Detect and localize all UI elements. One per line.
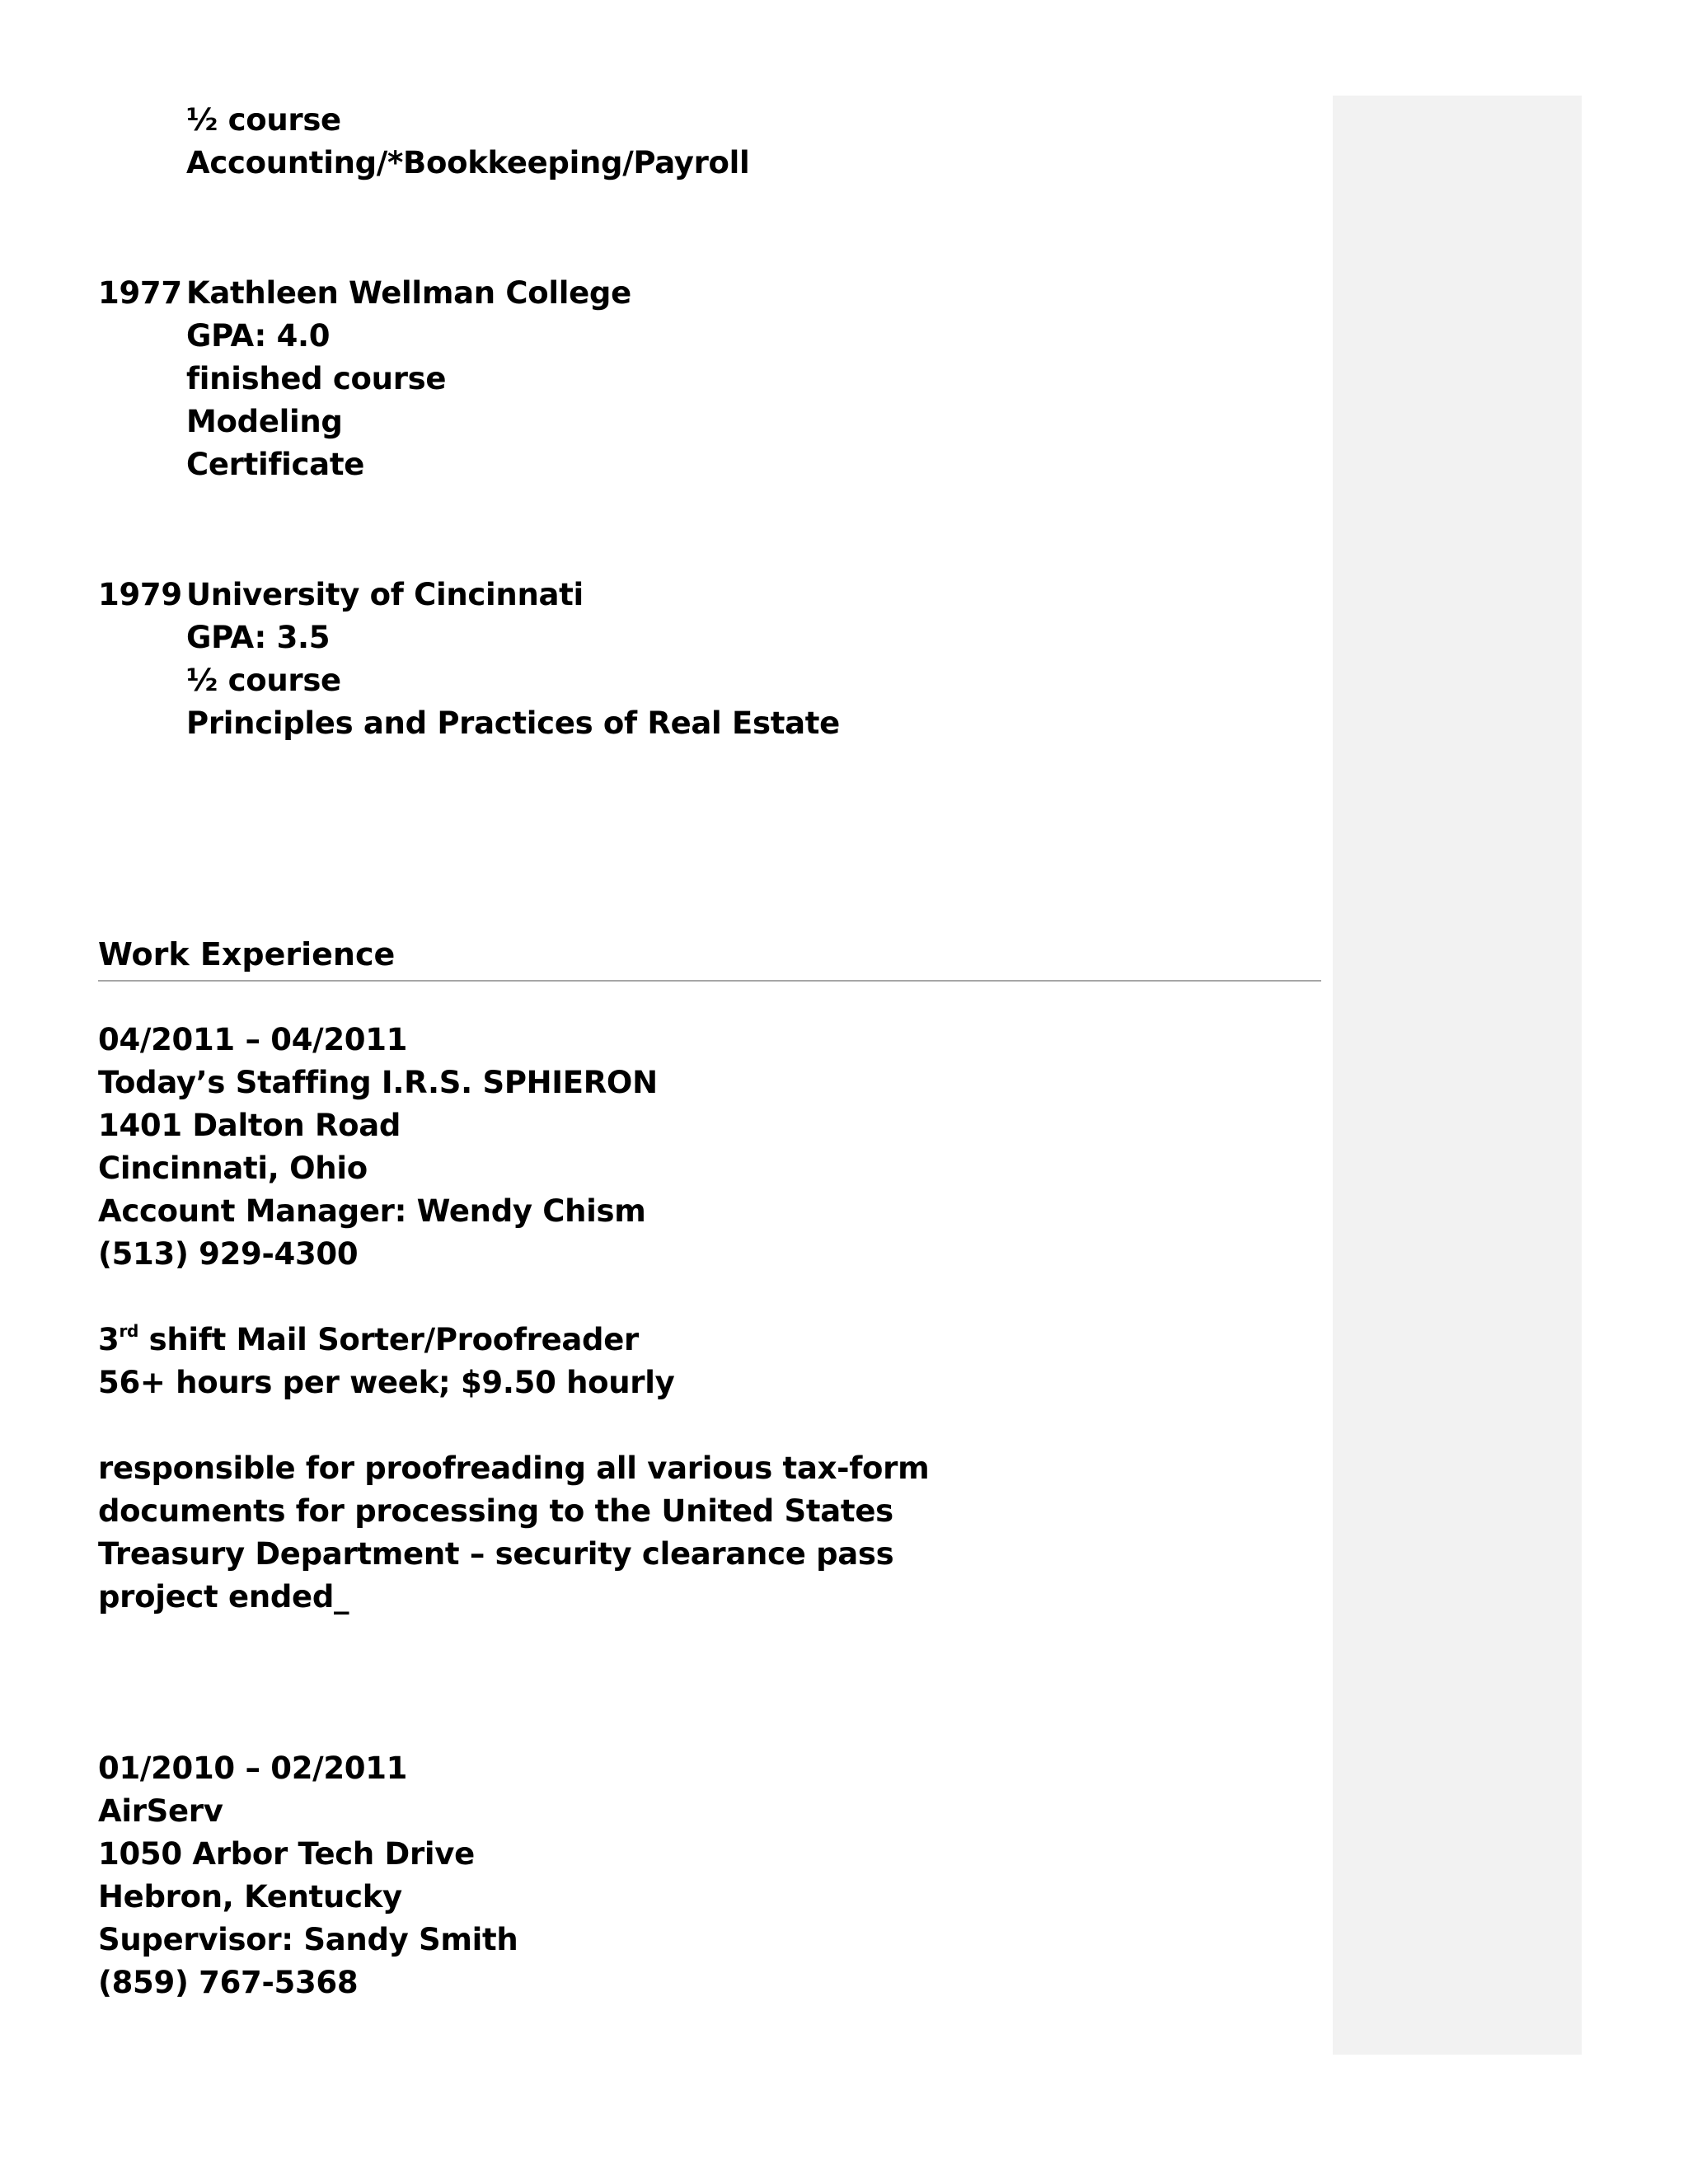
job-address: 1401 Dalton Road [98, 1108, 401, 1143]
prior-course-subject: Accounting/*Bookkeeping/Payroll [186, 145, 750, 180]
education-subject-1977: Modeling [186, 404, 343, 439]
job-description-line: Treasury Department – security clearance pass [98, 1536, 894, 1572]
section-heading-work-experience: Work Experience [98, 936, 396, 972]
shaded-sidebar-column [1333, 96, 1582, 2055]
job-hours-pay: 56+ hours per week; $9.50 hourly [98, 1365, 675, 1400]
job-title-ordinal-suffix: rd [119, 1321, 139, 1341]
job-city: Hebron, Kentucky [98, 1879, 402, 1915]
education-gpa-1979: GPA: 3.5 [186, 620, 331, 655]
education-school-1979: University of Cincinnati [186, 577, 584, 612]
education-school-1977: Kathleen Wellman College [186, 275, 631, 311]
job-title [98, 1319, 639, 1361]
job-address: 1050 Arbor Tech Drive [98, 1836, 475, 1872]
section-divider [98, 980, 1321, 982]
job-employer: Today’s Staffing I.R.S. SPHIERON [98, 1065, 658, 1100]
job-description-line: responsible for proofreading all various tax-form [98, 1451, 930, 1486]
job-employer: AirServ [98, 1793, 223, 1829]
job-dates: 01/2010 – 02/2011 [98, 1750, 408, 1786]
job-phone: (859) 767-5368 [98, 1965, 359, 2000]
prior-course-length: ½ course [186, 102, 341, 138]
job-title-ordinal: 3 [98, 1322, 120, 1357]
education-status-1979: ½ course [186, 663, 341, 698]
job-description-line: project ended_ [98, 1579, 349, 1615]
education-status-1977: finished course [186, 361, 447, 396]
job-dates: 04/2011 – 04/2011 [98, 1022, 408, 1057]
education-subject-1979: Principles and Practices of Real Estate [186, 705, 840, 741]
job-city: Cincinnati, Ohio [98, 1151, 368, 1186]
education-year-1977: 1977 [98, 275, 182, 311]
job-description-line: documents for processing to the United States [98, 1493, 893, 1529]
education-credential-1977: Certificate [186, 447, 365, 482]
education-gpa-1977: GPA: 4.0 [186, 318, 331, 354]
education-year-1979: 1979 [98, 577, 182, 612]
job-title-text: shift Mail Sorter/Proofreader [138, 1322, 639, 1357]
job-contact: Account Manager: Wendy Chism [98, 1193, 646, 1229]
job-contact: Supervisor: Sandy Smith [98, 1922, 518, 1957]
job-phone: (513) 929-4300 [98, 1236, 359, 1272]
